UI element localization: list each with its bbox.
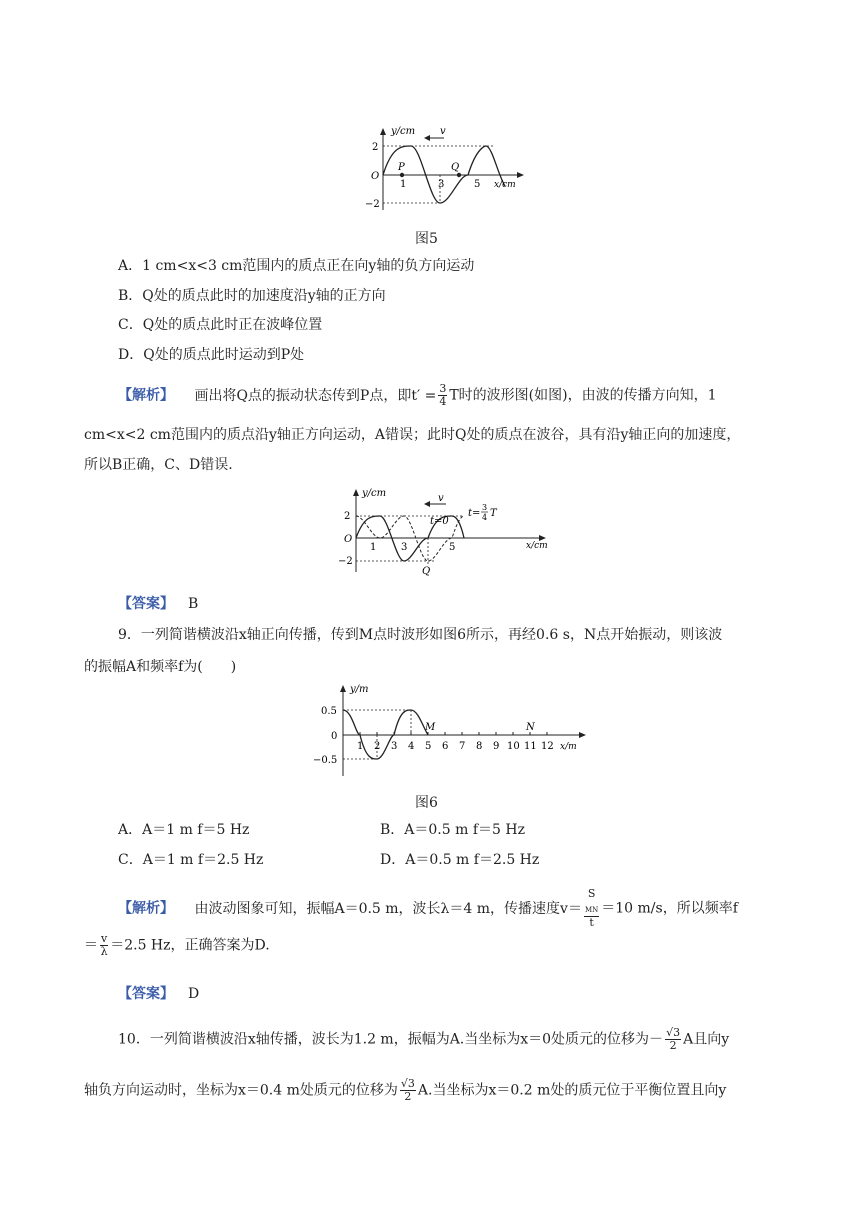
- fig5-point-q-label: Q: [451, 162, 460, 173]
- t34-suffix: T: [490, 508, 497, 519]
- q10-fraction-1: [665, 1027, 681, 1052]
- fig6-x-tick-6: 6: [442, 741, 449, 752]
- figure-6-caption: 图6: [415, 795, 438, 811]
- fig5-x-tick-5: 5: [474, 179, 481, 190]
- fig6-x-tick-2: 2: [374, 741, 381, 752]
- fraction-denominator: t: [589, 916, 594, 930]
- q8-answer-value: B: [188, 596, 199, 612]
- fig6-y-tick-top: 0.5: [321, 706, 337, 717]
- fig6-point-n-label: N: [526, 722, 535, 733]
- t34-prefix: t=: [468, 508, 481, 519]
- q8-option-d: D．Q处的质点此时运动到P处: [118, 347, 305, 363]
- q8-analysis-tag: 【解析】: [118, 387, 174, 404]
- q8-analysis-text-1b: T时的波形图(如图)，由波的传播方向知，1: [449, 387, 717, 404]
- fig6-x-axis-label: x/m: [560, 742, 577, 752]
- analysis-fig-t34-label: [468, 503, 498, 522]
- q10-text-2b: A.当坐标为x＝0.2 m处的质元位于平衡位置且向y: [417, 1082, 727, 1099]
- q9-stem-line-2: 的振幅A和频率f为( ): [84, 659, 237, 675]
- fig5-origin-label: O: [371, 171, 380, 182]
- fig6-y-tick-bottom: −0.5: [313, 755, 338, 766]
- t34-denominator: 4: [482, 513, 488, 522]
- fig6-x-tick-11: 11: [524, 741, 537, 752]
- q8-analysis-line-1: [118, 383, 717, 408]
- q8-analysis-line-3: 所以B正确，C、D错误.: [84, 457, 233, 473]
- q9-option-d: D．A＝0.5 m f＝2.5 Hz: [380, 852, 540, 868]
- fig6-x-tick-1: 1: [357, 741, 364, 752]
- analysis-fig-y-tick-top: 2: [344, 511, 351, 522]
- q8-option-c: C．Q处的质点此时正在波峰位置: [118, 317, 323, 333]
- fig6-x-tick-4: 4: [408, 741, 415, 752]
- fig5-y-tick-top: 2: [372, 142, 379, 153]
- q10-fraction-2: [400, 1078, 416, 1103]
- fig6-origin: 0: [331, 731, 338, 742]
- figure-6-wave-graph: [312, 682, 602, 778]
- numerator-subscript: MN: [584, 906, 599, 915]
- fig6-x-tick-8: 8: [476, 741, 483, 752]
- fig6-y-axis-label: y/m: [350, 684, 369, 695]
- fig6-x-tick-5: 5: [425, 741, 432, 752]
- q9-frequency-fraction: [100, 933, 108, 958]
- q10-stem-line-2: [84, 1078, 726, 1103]
- analysis-fig-origin: O: [344, 534, 353, 545]
- fraction-numerator: v: [101, 932, 108, 945]
- analysis-fig-y-axis-label: y/cm: [362, 488, 387, 499]
- analysis-fig-y-tick-bottom: −2: [338, 556, 353, 567]
- fig5-x-axis-label: x/cm: [494, 180, 516, 190]
- fraction-numerator: √3: [400, 1077, 415, 1090]
- q10-text-1b: A且向y: [683, 1031, 730, 1048]
- q9-answer-tag: 【答案】: [118, 986, 174, 1002]
- q9-analysis-tag: 【解析】: [118, 900, 174, 917]
- fig6-x-tick-12: 12: [541, 741, 554, 752]
- fraction-denominator: λ: [100, 945, 108, 958]
- fig5-point-p-label: P: [398, 162, 405, 173]
- fraction-numerator: √3: [666, 1026, 681, 1039]
- fraction-numerator: [584, 888, 599, 917]
- figure-5-caption: 图5: [415, 231, 438, 247]
- q9-analysis-text-1b: ＝10 m/s，所以频率f: [601, 900, 738, 917]
- fig6-point-m-label: M: [425, 722, 436, 733]
- q8-answer: [118, 594, 198, 614]
- q9-analysis-text-1: 由波动图象可知，振幅A＝0.5 m，波长λ＝4 m，传播速度v＝: [194, 900, 582, 917]
- fig5-x-tick-3: 3: [438, 179, 445, 190]
- numerator-s: S: [587, 887, 596, 900]
- fig5-x-tick-1: 1: [400, 179, 407, 190]
- analysis-fig-q-label: Q: [422, 566, 431, 576]
- q9-analysis-text-2b: ＝2.5 Hz，正确答案为D.: [110, 937, 270, 954]
- fig6-x-tick-10: 10: [507, 741, 520, 752]
- analysis-fig-t0-label: t=0: [430, 516, 449, 527]
- q8-analysis-fraction: [438, 383, 447, 408]
- q9-answer-value: D: [188, 986, 200, 1002]
- q9-analysis-text-2a: ＝: [84, 937, 98, 954]
- q10-text-1a: 10．一列简谐横波沿x轴传播，波长为1.2 m，振幅为A.当坐标为x＝0处质元的位移为－: [118, 1031, 664, 1048]
- q9-analysis-line-2: [84, 933, 270, 958]
- q9-option-c: C．A＝1 m f＝2.5 Hz: [118, 852, 264, 868]
- q10-text-2a: 轴负方向运动时，坐标为x＝0.4 m处质元的位移为: [84, 1082, 398, 1099]
- fig5-y-tick-bottom: −2: [365, 199, 380, 210]
- fig6-x-tick-7: 7: [459, 741, 466, 752]
- fig6-x-tick-9: 9: [493, 741, 500, 752]
- q8-analysis-text-1: 画出将Q点的振动状态传到P点，即t′ =: [194, 387, 437, 404]
- analysis-fig-velocity-label: v: [438, 493, 444, 504]
- fraction-denominator: 2: [669, 1039, 677, 1052]
- q9-stem-line-1: 9．一列简谐横波沿x轴正向传播，传到M点时波形如图6所示，再经0.6 s，N点开始振动，则该波: [118, 627, 723, 643]
- fraction-denominator: 4: [439, 395, 447, 408]
- fig5-y-axis-label: y/cm: [391, 126, 416, 137]
- analysis-fig-x-tick-3: 3: [401, 542, 408, 553]
- analysis-fig-x-tick-1: 1: [370, 542, 377, 553]
- analysis-fig-x-tick-5: 5: [449, 542, 456, 553]
- fig6-x-tick-3: 3: [391, 741, 398, 752]
- q8-answer-tag: 【答案】: [118, 596, 174, 612]
- q9-answer: [118, 984, 199, 1004]
- q8-option-a: A．1 cm<x<3 cm范围内的质点正在向y轴的负方向运动: [118, 258, 475, 274]
- q9-analysis-line-1: [118, 888, 738, 929]
- q8-option-b: B．Q处的质点此时的加速度沿y轴的正方向: [118, 288, 386, 304]
- q9-option-b: B．A＝0.5 m f＝5 Hz: [380, 822, 525, 838]
- t34-numerator: 3: [482, 503, 488, 512]
- analysis-wave-figure: [334, 484, 556, 576]
- analysis-fig-x-axis-label: x/cm: [526, 541, 548, 551]
- fraction-numerator: 3: [439, 382, 447, 395]
- q10-stem-line-1: [118, 1027, 729, 1052]
- q9-option-a: A．A＝1 m f＝5 Hz: [118, 822, 250, 838]
- q8-analysis-line-2: cm<x<2 cm范围内的质点沿y轴正方向运动，A错误；此时Q处的质点在波谷，具有沿y轴正向的加速度，: [84, 427, 741, 443]
- fig5-velocity-label: v: [440, 126, 446, 137]
- figure-5-wave-graph: [360, 122, 530, 214]
- fraction-denominator: 2: [404, 1090, 412, 1103]
- q9-velocity-fraction: [584, 888, 599, 929]
